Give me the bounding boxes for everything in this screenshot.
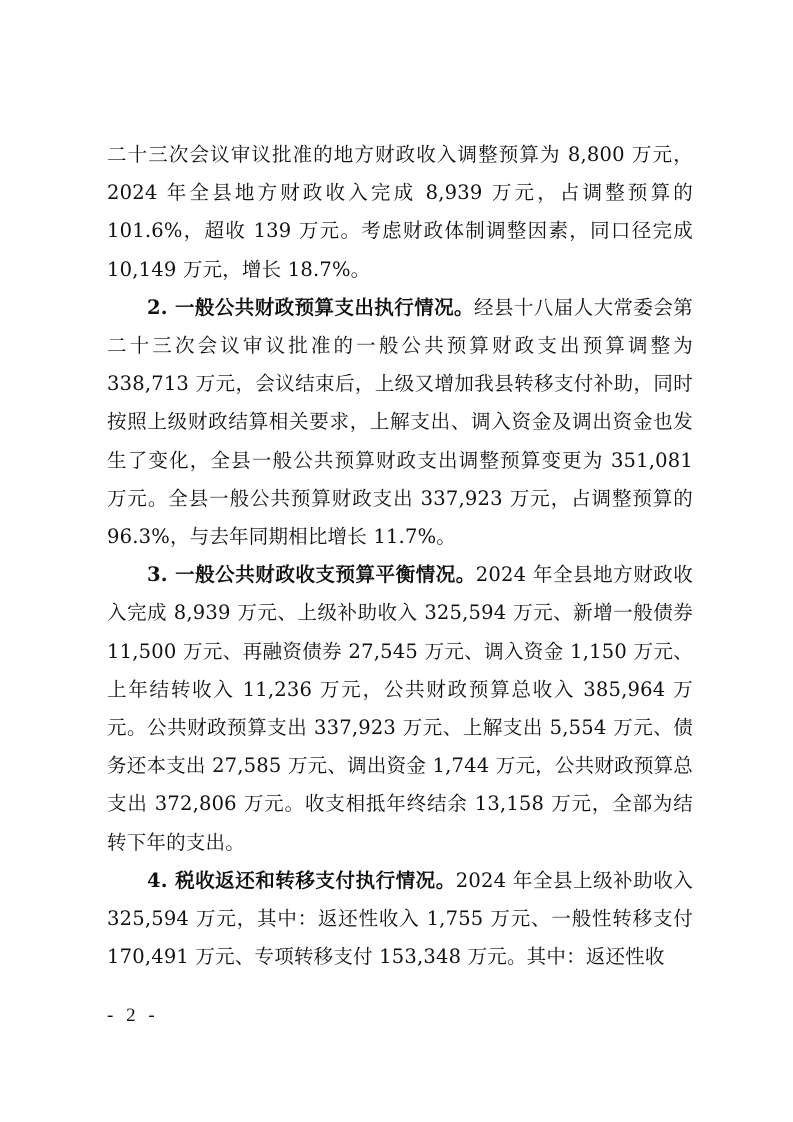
section-3-body: 2024 年全县地方财政收入完成 8,939 万元、上级补助收入 325,594 万元、新增一般债券 11,500 万元、再融资债券 27,545 万元、调入资金 1,150 万元、上年结转收入 11,236 万元，公共财政预算总收入 385,964 万元。公共财政预算支出 337,923 万元、上解支出 5,554 万元、债务还本支出 27,585 万元、调出资金 1,744 万元，公共财政预算总支出 372,806 万元。收支相抵年终结余 13,158 万元，全部为结转下年的支出。 — [107, 563, 693, 854]
paragraph-section-4 — [107, 862, 693, 977]
paragraph-1-body: 二十三次会议审议批准的地方财政收入调整预算为 8,800 万元，2024 年全县地方财政收入完成 8,939 万元，占调整预算的 101.6%，超收 139 万元。考虑财政体制调整因素，同口径完成 10,149 万元，增长 18.7%。 — [107, 143, 693, 281]
paragraph-section-2 — [107, 289, 693, 556]
paragraph-section-3 — [107, 556, 693, 862]
section-2-heading: 2. 一般公共财政预算支出执行情况。 — [147, 295, 474, 319]
page-number: - 2 - — [107, 1005, 159, 1026]
section-4-heading: 4. 税收返还和转移支付执行情况。 — [147, 868, 456, 892]
section-2-body: 经县十八届人大常委会第二十三次会议审议批准的一般公共预算财政支出预算调整为 338,713 万元，会议结束后，上级又增加我县转移支付补助，同时按照上级财政结算相关要求，上解支出、调入资金及调出资金也发生了变化，全县一般公共预算财政支出调整预算变更为 351,081 万元。全县一般公共预算财政支出 337,923 万元，占调整预算的 96.3%，与去年同期相比增长 11.7%。 — [107, 295, 693, 549]
section-4-body: 2024 年全县上级补助收入 325,594 万元，其中：返还性收入 1,755 万元、一般性转移支付 170,491 万元、专项转移支付 153,348 万元。其中：返还性收 — [107, 868, 694, 969]
section-3-heading: 3. 一般公共财政收支预算平衡情况。 — [147, 563, 476, 587]
paragraph-continuation — [107, 136, 693, 289]
document-body — [107, 136, 693, 976]
